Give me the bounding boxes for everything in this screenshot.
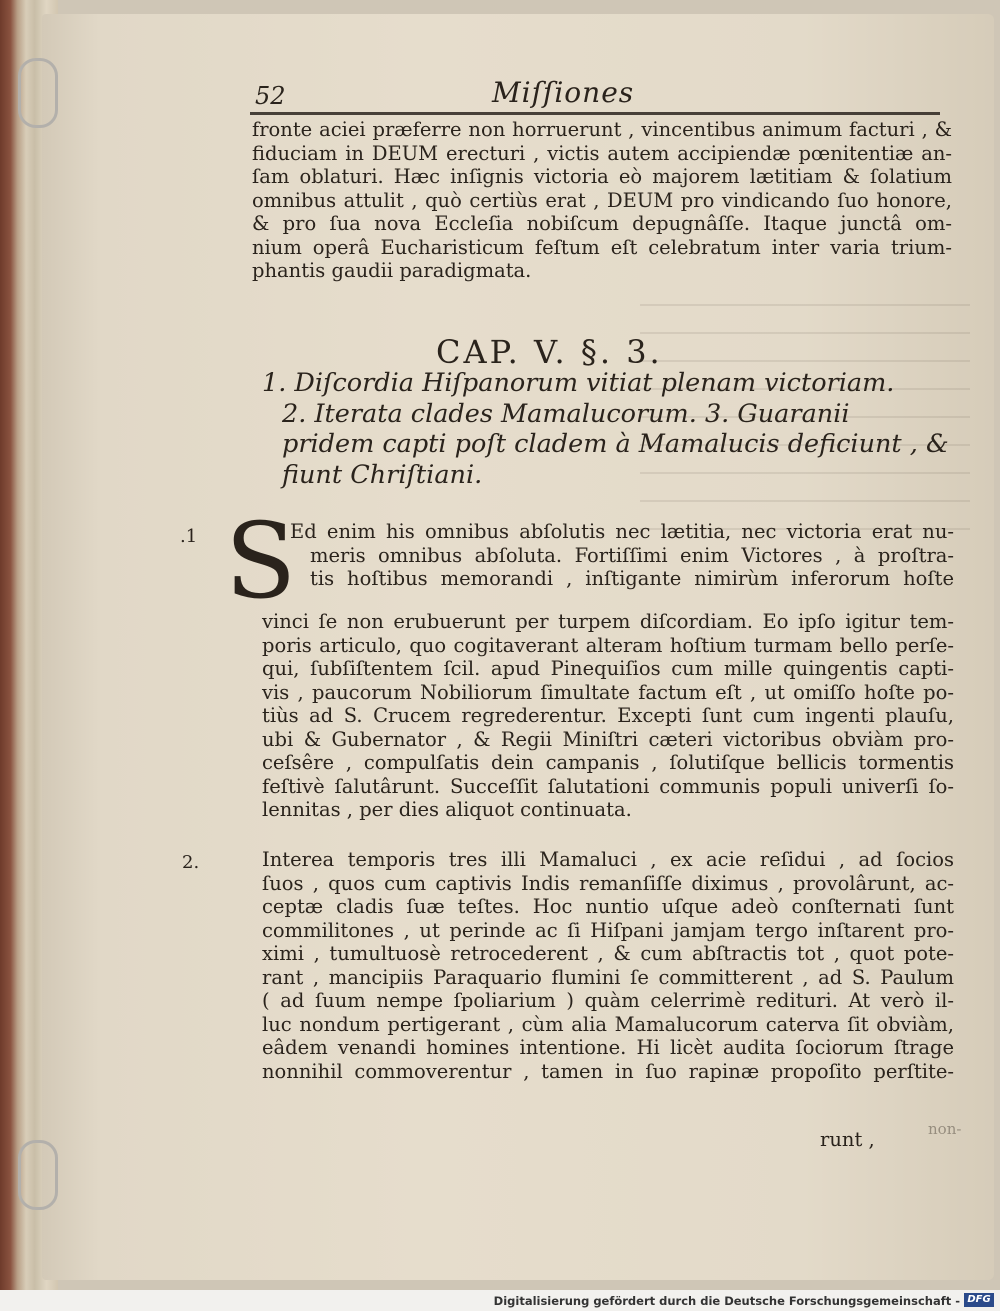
text-line: Interea temporis tres illi Mamaluci , ex acie reſidui , ad ſocios: [262, 848, 954, 871]
text-line: ceptæ cladis ſuæ teſtes. Hoc nuntio uſque adeò conſternati ſunt: [262, 895, 954, 918]
running-title: Miſſiones: [492, 76, 635, 109]
text-line: tiùs ad S. Crucem regrederentur. Excepti ſunt cum ingenti plauſu,: [262, 704, 954, 727]
footer-credit: Digitalisierung gefördert durch die Deutsche Forschungsgemeinschaft -: [493, 1294, 960, 1308]
chapter-heading: CAP. V. §. 3.: [436, 333, 663, 371]
text-line: tis hoſtibus memorandi , inſtigante nimirùm inferorum hoſte: [310, 567, 954, 590]
summary-line: 1. Diſcordia Hiſpanorum vitiat plenam victoriam.: [262, 368, 895, 398]
text-line: qui, ſubſiſtentem ſcil. apud Pinequiſios cum mille quingentis capti-: [262, 657, 954, 680]
paragraph-marker-2: 2.: [182, 852, 200, 873]
text-line: ſam oblaturi. Hæc inſignis victoria eò majorem lætitiam & ſolatium: [252, 165, 952, 188]
text-line: ximi , tumultuosè retrocederent , & cum abſtractis tot , quot pote-: [262, 942, 954, 965]
header-rule: [250, 112, 940, 115]
text-line: nium operâ Eucharisticum feſtum eſt celebratum inter varia trium-: [252, 235, 952, 259]
binder-clip-bottom: [18, 1140, 58, 1210]
page-number: 52: [255, 82, 286, 110]
chapter-summary: [262, 368, 949, 490]
text-line: phantis gaudii paradigmata.: [252, 259, 532, 282]
dfg-logo: DFG: [964, 1293, 994, 1307]
text-line: poris articulo, quo cogitaverant alteram hoſtium turmam bello perſe-: [262, 633, 954, 657]
paragraph-1-cap-lines: [290, 520, 954, 591]
text-line: ceſsêre , compulſatis dein campanis , ſolutiſque bellicis tormentis: [262, 751, 954, 774]
summary-line: 2. Iterata clades Mamalucorum. 3. Guaranii: [282, 398, 850, 429]
text-line: nonnihil commoverentur , tamen in ſuo rapinæ propoſito perſtite-: [262, 1059, 954, 1083]
bleed-through-text: non-: [928, 1120, 962, 1138]
summary-line: pridem capti poſt cladem à Mamalucis deficiunt , &: [282, 429, 949, 459]
text-line: commilitones , ut perinde ac ſi Hiſpani jamjam tergo inſtarent pro-: [262, 918, 954, 942]
text-line: luc nondum pertigerant , cùm alia Mamalucorum caterva ſit obviàm,: [262, 1012, 954, 1036]
text-line: ſuos , quos cum captivis Indis remanſiſſe diximus , provolârunt, ac-: [262, 871, 954, 895]
text-line: lennitas , per dies aliquot continuata.: [262, 798, 632, 821]
text-line: vinci ſe non erubuerunt per turpem diſcordiam. Eo ipſo igitur tem-: [262, 610, 954, 633]
text-line: rant , mancipiis Paraquario flumini ſe committerent , ad S. Paulum: [262, 965, 954, 989]
text-line: meris omnibus abſoluta. Fortiſſimi enim Victores , à proſtra-: [310, 543, 954, 567]
drop-cap: S: [225, 500, 297, 622]
summary-line: fiunt Chriſtiani.: [282, 459, 483, 490]
text-line: vis , paucorum Nobiliorum ſimultate factum eſt , ut omiſſo hoſte po-: [262, 680, 954, 704]
text-line: fronte aciei præferre non horruerunt , vincentibus animum facturi , &: [252, 118, 952, 141]
binder-clip-top: [18, 58, 58, 128]
text-line: fiduciam in DEUM erecturi , victis autem accipiendæ pœnitentiæ an-: [252, 141, 952, 165]
catchword: runt ,: [820, 1128, 875, 1151]
text-line: omnibus attulit , quò certiùs erat , DEUM pro vindicando ſuo honore,: [252, 188, 952, 212]
text-line: ( ad ſuum nempe ſpoliarium ) quàm celerrimè redituri. At verò il-: [262, 989, 954, 1012]
text-line: Ed enim his omnibus abſolutis nec lætitia, nec victoria erat nu-: [290, 520, 954, 543]
text-line: eâdem venandi homines intentione. Hi licèt audita ſociorum ſtrage: [262, 1036, 954, 1059]
paragraph-1: [262, 610, 954, 822]
text-line: & pro ſua nova Eccleſia nobiſcum depugnâſſe. Itaque junctâ om-: [252, 212, 952, 235]
text-line: feſtivè ſalutârunt. Succeſſit ſalutationi communis populi univerſi ſo-: [262, 774, 954, 798]
continuation-text: [252, 118, 952, 283]
text-line: ubi & Gubernator , & Regii Miniſtri cæteri victoribus obviàm pro-: [262, 727, 954, 751]
paragraph-2: [262, 848, 954, 1083]
paragraph-marker-1: .1: [180, 526, 198, 547]
